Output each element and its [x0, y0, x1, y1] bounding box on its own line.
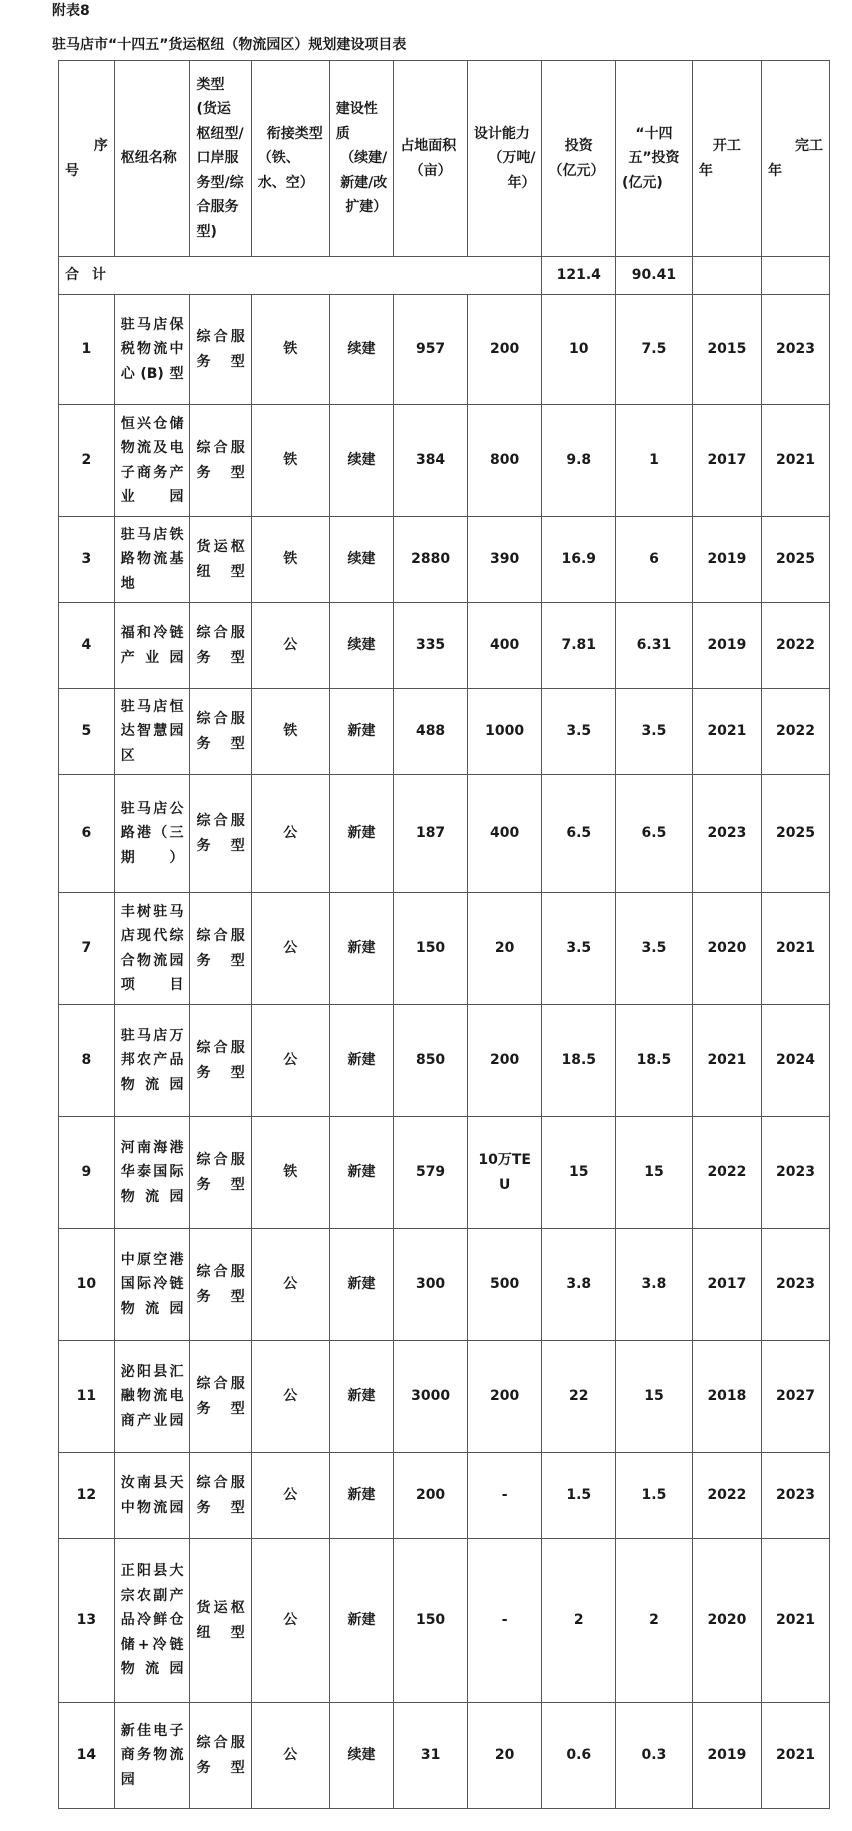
row-construction-nature: 新建	[329, 775, 394, 893]
row-connection-mode: 公	[251, 1703, 329, 1809]
row-hub-type: 综合服务型	[190, 1703, 251, 1809]
row-number: 2	[59, 405, 115, 517]
row-plan-investment: 15	[616, 1117, 693, 1229]
row-number: 5	[59, 689, 115, 775]
row-connection-mode: 公	[251, 1539, 329, 1703]
appendix-label: 附表8	[52, 3, 90, 19]
row-connection-mode: 铁	[251, 405, 329, 517]
row-construction-nature: 新建	[329, 1539, 394, 1703]
header-row	[59, 61, 830, 257]
row-end-year: 2022	[761, 603, 829, 689]
row-hub-type: 综合服务型	[190, 405, 251, 517]
row-start-year: 2021	[692, 689, 761, 775]
row-construction-nature: 新建	[329, 1229, 394, 1341]
row-start-year: 2020	[692, 1539, 761, 1703]
row-number: 13	[59, 1539, 115, 1703]
header-start-line1: 开工	[712, 138, 741, 154]
row-construction-nature: 续建	[329, 295, 394, 405]
total-start-empty	[692, 257, 761, 295]
table-row	[59, 1341, 830, 1453]
row-land-area: 2880	[394, 517, 468, 603]
row-plan-investment: 6.5	[616, 775, 693, 893]
header-type	[190, 61, 251, 257]
row-design-capacity: 800	[467, 405, 542, 517]
row-design-capacity: 10万TEU	[467, 1117, 542, 1229]
row-hub-type: 综合服务型	[190, 295, 251, 405]
row-hub-type: 综合服务型	[190, 689, 251, 775]
row-investment: 9.8	[542, 405, 616, 517]
row-investment: 3.5	[542, 893, 616, 1005]
header-capacity-line1: 设计能力	[473, 125, 530, 142]
total-invest: 121.4	[542, 257, 616, 295]
row-land-area: 850	[394, 1005, 468, 1117]
row-land-area: 300	[394, 1229, 468, 1341]
row-design-capacity: 200	[467, 1005, 542, 1117]
row-land-area: 335	[394, 603, 468, 689]
table-row	[59, 775, 830, 893]
table-row	[59, 1229, 830, 1341]
row-hub-type: 综合服务型	[190, 603, 251, 689]
row-land-area: 488	[394, 689, 468, 775]
header-capacity-line2: （万吨/年）	[488, 150, 536, 191]
row-end-year: 2024	[761, 1005, 829, 1117]
row-connection-mode: 铁	[251, 517, 329, 603]
row-investment: 2	[542, 1539, 616, 1703]
row-plan-investment: 0.3	[616, 1703, 693, 1809]
row-plan-investment: 1	[616, 405, 693, 517]
row-hub-type: 综合服务型	[190, 1453, 251, 1539]
row-connection-mode: 铁	[251, 689, 329, 775]
header-seq-line1: 序	[93, 138, 108, 154]
row-number: 3	[59, 517, 115, 603]
row-hub-name: 驻马店公路港（三期）	[114, 775, 190, 893]
row-construction-nature: 新建	[329, 1005, 394, 1117]
header-start-line2: 年	[698, 162, 713, 179]
row-construction-nature: 新建	[329, 1341, 394, 1453]
row-plan-investment: 3.8	[616, 1229, 693, 1341]
row-hub-type: 综合服务型	[190, 775, 251, 893]
header-area	[394, 61, 468, 257]
header-end	[761, 61, 829, 257]
row-end-year: 2023	[761, 1117, 829, 1229]
row-start-year: 2019	[692, 517, 761, 603]
row-construction-nature: 新建	[329, 1453, 394, 1539]
total-row	[59, 257, 830, 295]
row-number: 4	[59, 603, 115, 689]
row-number: 12	[59, 1453, 115, 1539]
header-mode	[251, 61, 329, 257]
row-land-area: 200	[394, 1453, 468, 1539]
row-plan-investment: 6.31	[616, 603, 693, 689]
row-hub-type: 综合服务型	[190, 1117, 251, 1229]
table-row	[59, 689, 830, 775]
row-design-capacity: 400	[467, 603, 542, 689]
row-design-capacity: 500	[467, 1229, 542, 1341]
row-plan-investment: 3.5	[616, 689, 693, 775]
header-area-line1: 占地面积	[400, 138, 457, 154]
row-start-year: 2018	[692, 1341, 761, 1453]
row-hub-name: 河南海港华泰国际物流园	[114, 1117, 190, 1229]
project-table	[58, 60, 830, 1809]
row-number: 14	[59, 1703, 115, 1809]
row-hub-name: 恒兴仓储物流及电子商务产业园	[114, 405, 190, 517]
row-investment: 16.9	[542, 517, 616, 603]
row-number: 7	[59, 893, 115, 1005]
row-end-year: 2027	[761, 1341, 829, 1453]
row-investment: 7.81	[542, 603, 616, 689]
row-hub-name: 驻马店万邦农产品物流园	[114, 1005, 190, 1117]
header-mode-line2: （铁、水、空）	[257, 150, 314, 191]
row-end-year: 2023	[761, 1229, 829, 1341]
row-plan-investment: 15	[616, 1341, 693, 1453]
row-plan-investment: 6	[616, 517, 693, 603]
header-plan-invest-line2: (亿元)	[622, 174, 663, 191]
row-design-capacity: 390	[467, 517, 542, 603]
row-end-year: 2021	[761, 405, 829, 517]
row-number: 6	[59, 775, 115, 893]
row-construction-nature: 新建	[329, 689, 394, 775]
row-hub-name: 驻马店铁路物流基地	[114, 517, 190, 603]
row-design-capacity: 20	[467, 1703, 542, 1809]
row-number: 11	[59, 1341, 115, 1453]
row-start-year: 2023	[692, 775, 761, 893]
row-end-year: 2022	[761, 689, 829, 775]
row-end-year: 2025	[761, 517, 829, 603]
row-connection-mode: 公	[251, 1341, 329, 1453]
row-hub-name: 中原空港国际冷链物流园	[114, 1229, 190, 1341]
row-end-year: 2025	[761, 775, 829, 893]
row-end-year: 2021	[761, 1539, 829, 1703]
table-row	[59, 405, 830, 517]
row-construction-nature: 新建	[329, 1117, 394, 1229]
table-title: 驻马店市“十四五”货运枢纽（物流园区）规划建设项目表	[52, 37, 407, 53]
total-plan-invest: 90.41	[616, 257, 693, 295]
row-end-year: 2023	[761, 295, 829, 405]
row-investment: 18.5	[542, 1005, 616, 1117]
header-end-line2: 年	[767, 162, 782, 179]
row-connection-mode: 铁	[251, 295, 329, 405]
row-hub-name: 驻马店恒达智慧园区	[114, 689, 190, 775]
header-capacity	[467, 61, 542, 257]
row-hub-name: 汝南县天中物流园	[114, 1453, 190, 1539]
row-hub-type: 综合服务型	[190, 1229, 251, 1341]
header-type-text: 类型(货运枢纽型/口岸服务型/综合服务型)	[196, 76, 244, 240]
row-start-year: 2015	[692, 295, 761, 405]
row-plan-investment: 1.5	[616, 1453, 693, 1539]
table-row	[59, 1703, 830, 1809]
row-investment: 6.5	[542, 775, 616, 893]
row-connection-mode: 公	[251, 603, 329, 689]
row-land-area: 384	[394, 405, 468, 517]
row-hub-name: 泌阳县汇融物流电商产业园	[114, 1341, 190, 1453]
table-row	[59, 1539, 830, 1703]
row-number: 10	[59, 1229, 115, 1341]
row-plan-investment: 2	[616, 1539, 693, 1703]
header-start	[692, 61, 761, 257]
table-row	[59, 603, 830, 689]
table-row	[59, 517, 830, 603]
header-nature	[329, 61, 394, 257]
table-row	[59, 893, 830, 1005]
row-number: 9	[59, 1117, 115, 1229]
total-label: 合 计	[59, 257, 542, 295]
row-design-capacity: 200	[467, 1341, 542, 1453]
row-hub-name: 福和冷链产业园	[114, 603, 190, 689]
row-investment: 3.5	[542, 689, 616, 775]
row-start-year: 2017	[692, 1229, 761, 1341]
row-construction-nature: 续建	[329, 1703, 394, 1809]
row-plan-investment: 18.5	[616, 1005, 693, 1117]
row-investment: 15	[542, 1117, 616, 1229]
total-end-empty	[761, 257, 829, 295]
row-construction-nature: 续建	[329, 405, 394, 517]
row-start-year: 2020	[692, 893, 761, 1005]
row-hub-type: 综合服务型	[190, 1005, 251, 1117]
table-row	[59, 1117, 830, 1229]
row-land-area: 957	[394, 295, 468, 405]
row-number: 8	[59, 1005, 115, 1117]
row-hub-type: 货运枢纽型	[190, 1539, 251, 1703]
row-hub-type: 综合服务型	[190, 893, 251, 1005]
row-design-capacity: 1000	[467, 689, 542, 775]
row-connection-mode: 公	[251, 1453, 329, 1539]
table-row	[59, 295, 830, 405]
row-land-area: 31	[394, 1703, 468, 1809]
row-start-year: 2022	[692, 1453, 761, 1539]
header-invest-line1: 投资	[564, 138, 593, 154]
header-seq	[59, 61, 115, 257]
header-invest-line2: （亿元）	[548, 162, 605, 179]
row-hub-name: 驻马店保税物流中心(B)型	[114, 295, 190, 405]
header-plan-invest-line1: “十四五”投资	[628, 125, 680, 167]
row-start-year: 2019	[692, 603, 761, 689]
row-connection-mode: 公	[251, 893, 329, 1005]
row-number: 1	[59, 295, 115, 405]
row-construction-nature: 新建	[329, 893, 394, 1005]
row-hub-name: 新佳电子商务物流园	[114, 1703, 190, 1809]
header-nature-line1: 建设性质	[335, 101, 378, 142]
row-connection-mode: 公	[251, 1229, 329, 1341]
row-end-year: 2021	[761, 893, 829, 1005]
row-design-capacity: -	[467, 1539, 542, 1703]
row-investment: 0.6	[542, 1703, 616, 1809]
row-investment: 3.8	[542, 1229, 616, 1341]
row-plan-investment: 3.5	[616, 893, 693, 1005]
row-end-year: 2021	[761, 1703, 829, 1809]
table-row	[59, 1005, 830, 1117]
row-land-area: 3000	[394, 1341, 468, 1453]
row-hub-type: 综合服务型	[190, 1341, 251, 1453]
row-land-area: 187	[394, 775, 468, 893]
header-name-text: 枢纽名称	[120, 150, 177, 167]
row-land-area: 150	[394, 893, 468, 1005]
row-start-year: 2022	[692, 1117, 761, 1229]
row-start-year: 2021	[692, 1005, 761, 1117]
row-construction-nature: 续建	[329, 517, 394, 603]
table-row	[59, 1453, 830, 1539]
header-end-line1: 完工	[795, 138, 823, 154]
row-design-capacity: -	[467, 1453, 542, 1539]
header-mode-line1: 衔接类型	[266, 125, 323, 142]
row-investment: 1.5	[542, 1453, 616, 1539]
row-construction-nature: 续建	[329, 603, 394, 689]
header-nature-line2: （续建/新建/改扩建）	[340, 150, 388, 216]
row-hub-name: 正阳县大宗农副产品冷鲜仓储+冷链物流园	[114, 1539, 190, 1703]
header-name	[114, 61, 190, 257]
header-area-line2: （亩）	[409, 162, 452, 179]
row-hub-name: 丰树驻马店现代综合物流园项目	[114, 893, 190, 1005]
row-start-year: 2019	[692, 1703, 761, 1809]
row-design-capacity: 20	[467, 893, 542, 1005]
header-invest	[542, 61, 616, 257]
row-investment: 10	[542, 295, 616, 405]
row-land-area: 579	[394, 1117, 468, 1229]
row-start-year: 2017	[692, 405, 761, 517]
row-land-area: 150	[394, 1539, 468, 1703]
row-connection-mode: 铁	[251, 1117, 329, 1229]
row-design-capacity: 200	[467, 295, 542, 405]
header-seq-line2: 号	[65, 162, 79, 179]
row-connection-mode: 公	[251, 1005, 329, 1117]
row-connection-mode: 公	[251, 775, 329, 893]
row-hub-type: 货运枢纽型	[190, 517, 251, 603]
row-investment: 22	[542, 1341, 616, 1453]
header-plan-invest	[616, 61, 693, 257]
row-plan-investment: 7.5	[616, 295, 693, 405]
row-end-year: 2023	[761, 1453, 829, 1539]
row-design-capacity: 400	[467, 775, 542, 893]
